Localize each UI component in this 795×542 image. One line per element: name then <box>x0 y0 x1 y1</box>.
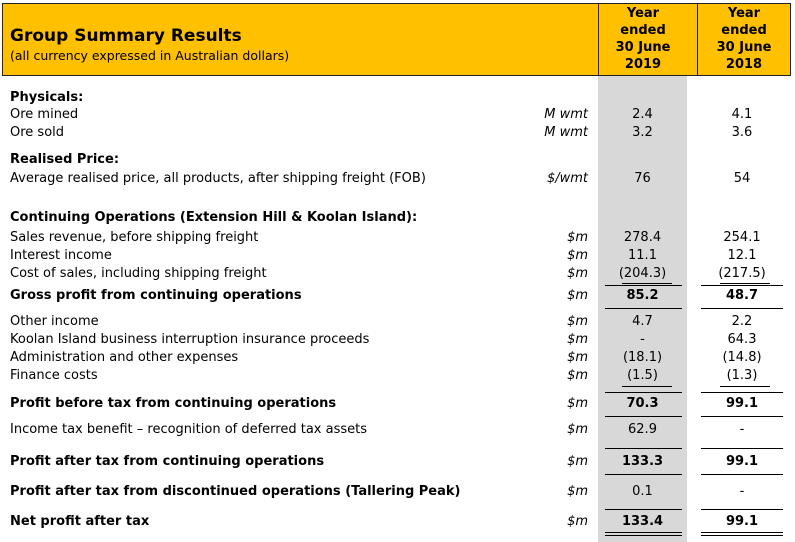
row-label: Income tax benefit – recognition of deferred tax assets <box>10 422 368 437</box>
column-header-line: Year <box>727 6 761 21</box>
value-2019: (18.1) <box>622 350 663 365</box>
row-unit: $m <box>567 288 588 303</box>
row-label: Gross profit from continuing operations <box>10 288 302 303</box>
row-unit: $m <box>567 248 588 263</box>
row-label: Koolan Island business interruption insurance proceeds <box>10 332 370 347</box>
value-2019: 2.4 <box>632 107 653 122</box>
total-box-top <box>605 392 682 393</box>
table-subtitle: (all currency expressed in Australian dollars) <box>10 48 290 63</box>
total-rule <box>701 474 783 475</box>
value-2019: - <box>640 332 645 347</box>
row-label: Ore sold <box>10 125 65 140</box>
row-label: Finance costs <box>10 368 98 383</box>
column-header-line: 30 June <box>716 40 772 55</box>
row-unit: M wmt <box>544 107 588 122</box>
value-2018: 64.3 <box>727 332 757 347</box>
value-2018: (1.3) <box>726 368 758 383</box>
total-box-top <box>605 448 682 449</box>
row-label: Sales revenue, before shipping freight <box>10 230 259 245</box>
row-unit: $m <box>567 314 588 329</box>
row-label: Administration and other expenses <box>10 350 239 365</box>
column-divider <box>598 3 599 76</box>
value-2018: 3.6 <box>731 125 753 140</box>
row-unit: $m <box>567 350 588 365</box>
column-header-2018 <box>703 5 785 73</box>
row-unit: $m <box>567 368 588 383</box>
subtotal-rule <box>622 386 672 387</box>
value-2018: 254.1 <box>723 230 761 245</box>
row-unit: $m <box>567 266 588 281</box>
row-label: Interest income <box>10 248 112 263</box>
column-header-line: 2018 <box>725 57 763 72</box>
column-header-line: ended <box>620 23 666 38</box>
double-rule <box>605 535 682 536</box>
total-rule <box>605 416 682 417</box>
row-unit: M wmt <box>544 125 588 140</box>
row-unit: $m <box>567 230 588 245</box>
column-header-2019 <box>602 5 684 73</box>
row-unit: $m <box>567 422 588 437</box>
row-label: Average realised price, all products, after shipping freight (FOB) <box>10 171 426 186</box>
value-2018: (217.5) <box>718 266 766 281</box>
value-2018: (14.8) <box>722 350 762 365</box>
value-2019: 4.7 <box>632 314 653 329</box>
value-2018: - <box>739 422 745 437</box>
row-unit: $m <box>567 514 588 529</box>
value-2019: 85.2 <box>626 288 659 303</box>
double-rule <box>701 535 783 536</box>
row-label: Cost of sales, including shipping freight <box>10 266 267 281</box>
value-2019: 76 <box>634 171 651 186</box>
row-label: Other income <box>10 314 99 329</box>
row-unit: $m <box>567 396 588 411</box>
column-header-line: 30 June <box>615 40 671 55</box>
row-label: Physicals: <box>10 90 84 105</box>
total-rule <box>701 308 783 309</box>
total-box-top <box>605 285 682 286</box>
total-box-top <box>701 448 783 449</box>
value-2018: 2.2 <box>731 314 753 329</box>
subtotal-rule <box>720 283 770 284</box>
value-2018: - <box>739 484 745 499</box>
column-divider <box>697 3 698 76</box>
column-header-line: 2019 <box>624 57 662 72</box>
row-label: Profit before tax from continuing operations <box>10 396 337 411</box>
total-box-top <box>701 285 783 286</box>
value-2018: 12.1 <box>727 248 757 263</box>
subtotal-rule <box>720 386 770 387</box>
value-2019: 133.4 <box>621 514 664 529</box>
value-2018: 99.1 <box>725 514 759 529</box>
row-label: Profit after tax from continuing operations <box>10 454 325 469</box>
value-2019: (1.5) <box>627 368 658 383</box>
value-2019: 278.4 <box>623 230 662 245</box>
row-label: Profit after tax from discontinued operations (Tallering Peak) <box>10 484 461 499</box>
value-2019: 3.2 <box>632 125 653 140</box>
value-2018: 99.1 <box>725 396 759 411</box>
row-label: Net profit after tax <box>10 514 150 529</box>
row-unit: $m <box>567 454 588 469</box>
row-unit: $/wmt <box>546 171 588 186</box>
value-2019: 70.3 <box>626 396 659 411</box>
column-header-line: Year <box>626 6 660 21</box>
row-unit: $m <box>567 484 588 499</box>
current-year-column-shading <box>598 76 687 542</box>
value-2018: 4.1 <box>731 107 753 122</box>
total-box-top <box>701 392 783 393</box>
double-rule <box>605 532 682 533</box>
row-label: Realised Price: <box>10 152 120 167</box>
value-2019: 0.1 <box>632 484 653 499</box>
table-title: Group Summary Results <box>10 26 242 46</box>
value-2019: (204.3) <box>618 266 667 281</box>
row-unit: $m <box>567 332 588 347</box>
value-2019: 133.3 <box>621 454 664 469</box>
value-2019: 11.1 <box>628 248 657 263</box>
double-rule <box>701 532 783 533</box>
subtotal-rule <box>622 283 672 284</box>
value-2018: 99.1 <box>725 454 759 469</box>
column-header-line: ended <box>721 23 767 38</box>
row-label: Ore mined <box>10 107 79 122</box>
row-label: Continuing Operations (Extension Hill & Koolan Island): <box>10 210 418 225</box>
total-box-top <box>701 509 783 510</box>
total-rule <box>605 308 682 309</box>
total-rule <box>605 474 682 475</box>
value-2018: 54 <box>733 171 751 186</box>
total-box-top <box>605 509 682 510</box>
value-2019: 62.9 <box>628 422 657 437</box>
value-2018: 48.7 <box>725 288 759 303</box>
total-rule <box>701 416 783 417</box>
